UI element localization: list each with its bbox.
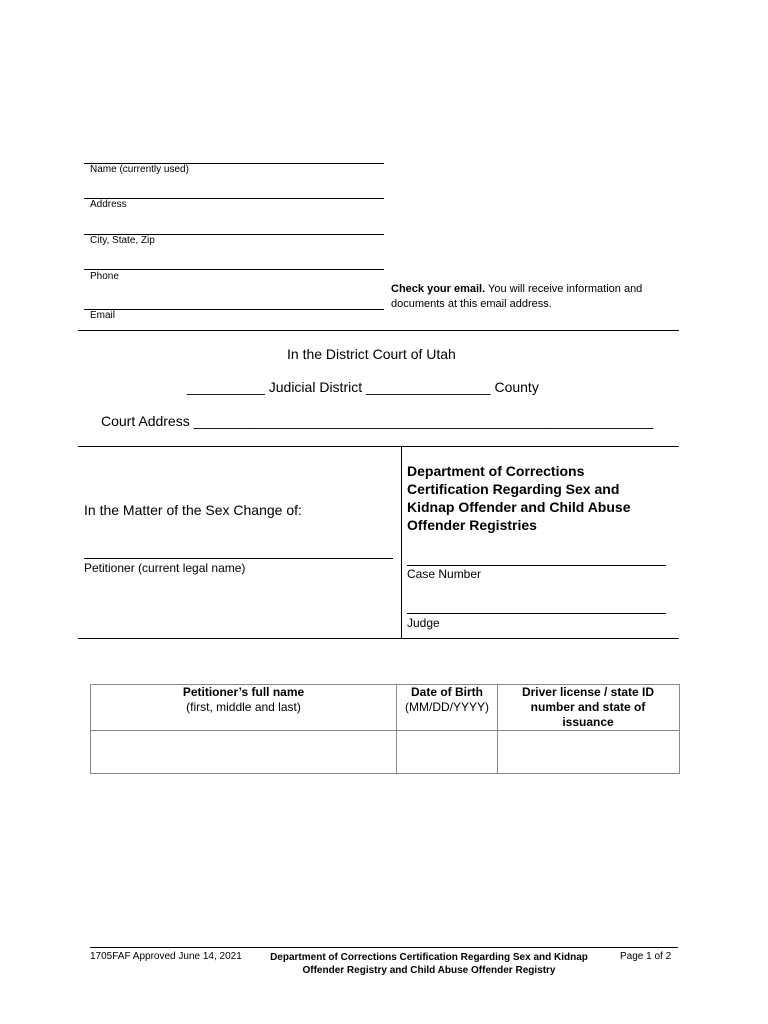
top-divider — [78, 330, 679, 331]
petitioner-label: Petitioner (current legal name) — [84, 561, 246, 575]
email-note-text-1: You will receive information and — [485, 283, 643, 295]
cell-date-of-birth[interactable] — [397, 731, 497, 772]
table-header-name — [91, 685, 396, 715]
cell-full-name[interactable] — [91, 731, 396, 772]
email-note — [391, 282, 671, 312]
footer-title — [262, 951, 596, 977]
footer-title-line: Offender Registry and Child Abuse Offender Registry — [302, 965, 556, 976]
caption-vertical-divider — [401, 446, 402, 638]
footer-page-number: Page 1 of 2 — [620, 951, 672, 962]
document-title-line: Department of Corrections — [407, 463, 585, 479]
email-note-bold: Check your email. — [391, 283, 486, 295]
phone-line[interactable] — [84, 269, 384, 270]
judge-label: Judge — [407, 616, 440, 630]
petitioner-name-line[interactable] — [84, 558, 393, 559]
court-address-line[interactable]: Court Address ___________________________________________________________ — [101, 413, 653, 429]
email-label: Email — [90, 310, 116, 321]
footer-divider — [90, 947, 678, 948]
matter-heading: In the Matter of the Sex Change of: — [84, 502, 302, 518]
address-line[interactable] — [84, 198, 384, 199]
footer-form-id: 1705FAF Approved June 14, 2021 — [90, 951, 242, 962]
header-dob-sub: (MM/DD/YYYY) — [405, 700, 489, 714]
district-county-line[interactable]: __________ Judicial District ________________ County — [187, 379, 539, 395]
document-title-line: Certification Regarding Sex and — [407, 481, 620, 497]
email-line[interactable] — [84, 309, 384, 310]
case-number-label: Case Number — [407, 567, 482, 581]
caption-bottom-divider — [78, 638, 679, 639]
case-number-line[interactable] — [407, 565, 666, 566]
table-header-license: Driver license / state ID number and state of issuance — [521, 685, 655, 729]
email-note-text-2: documents at this email address. — [391, 298, 552, 310]
name-label: Name (currently used) — [90, 164, 189, 175]
phone-label: Phone — [90, 271, 119, 282]
address-label: Address — [90, 199, 127, 210]
caption-top-divider — [78, 446, 679, 447]
judge-line[interactable] — [407, 613, 666, 614]
document-title-line: Kidnap Offender and Child Abuse — [407, 499, 631, 515]
city-state-zip-label: City, State, Zip — [90, 235, 155, 246]
header-dob-bold: Date of Birth — [411, 685, 483, 699]
header-name-sub: (first, middle and last) — [186, 700, 301, 714]
footer-title-line: Department of Corrections Certification Regarding Sex and Kidnap — [270, 952, 588, 963]
cell-license[interactable] — [498, 731, 678, 772]
document-title — [407, 462, 631, 534]
document-title-line: Offender Registries — [407, 517, 537, 533]
header-name-bold: Petitioner’s full name — [182, 685, 305, 699]
table-header-dob — [397, 685, 497, 715]
court-title: In the District Court of Utah — [287, 346, 456, 362]
